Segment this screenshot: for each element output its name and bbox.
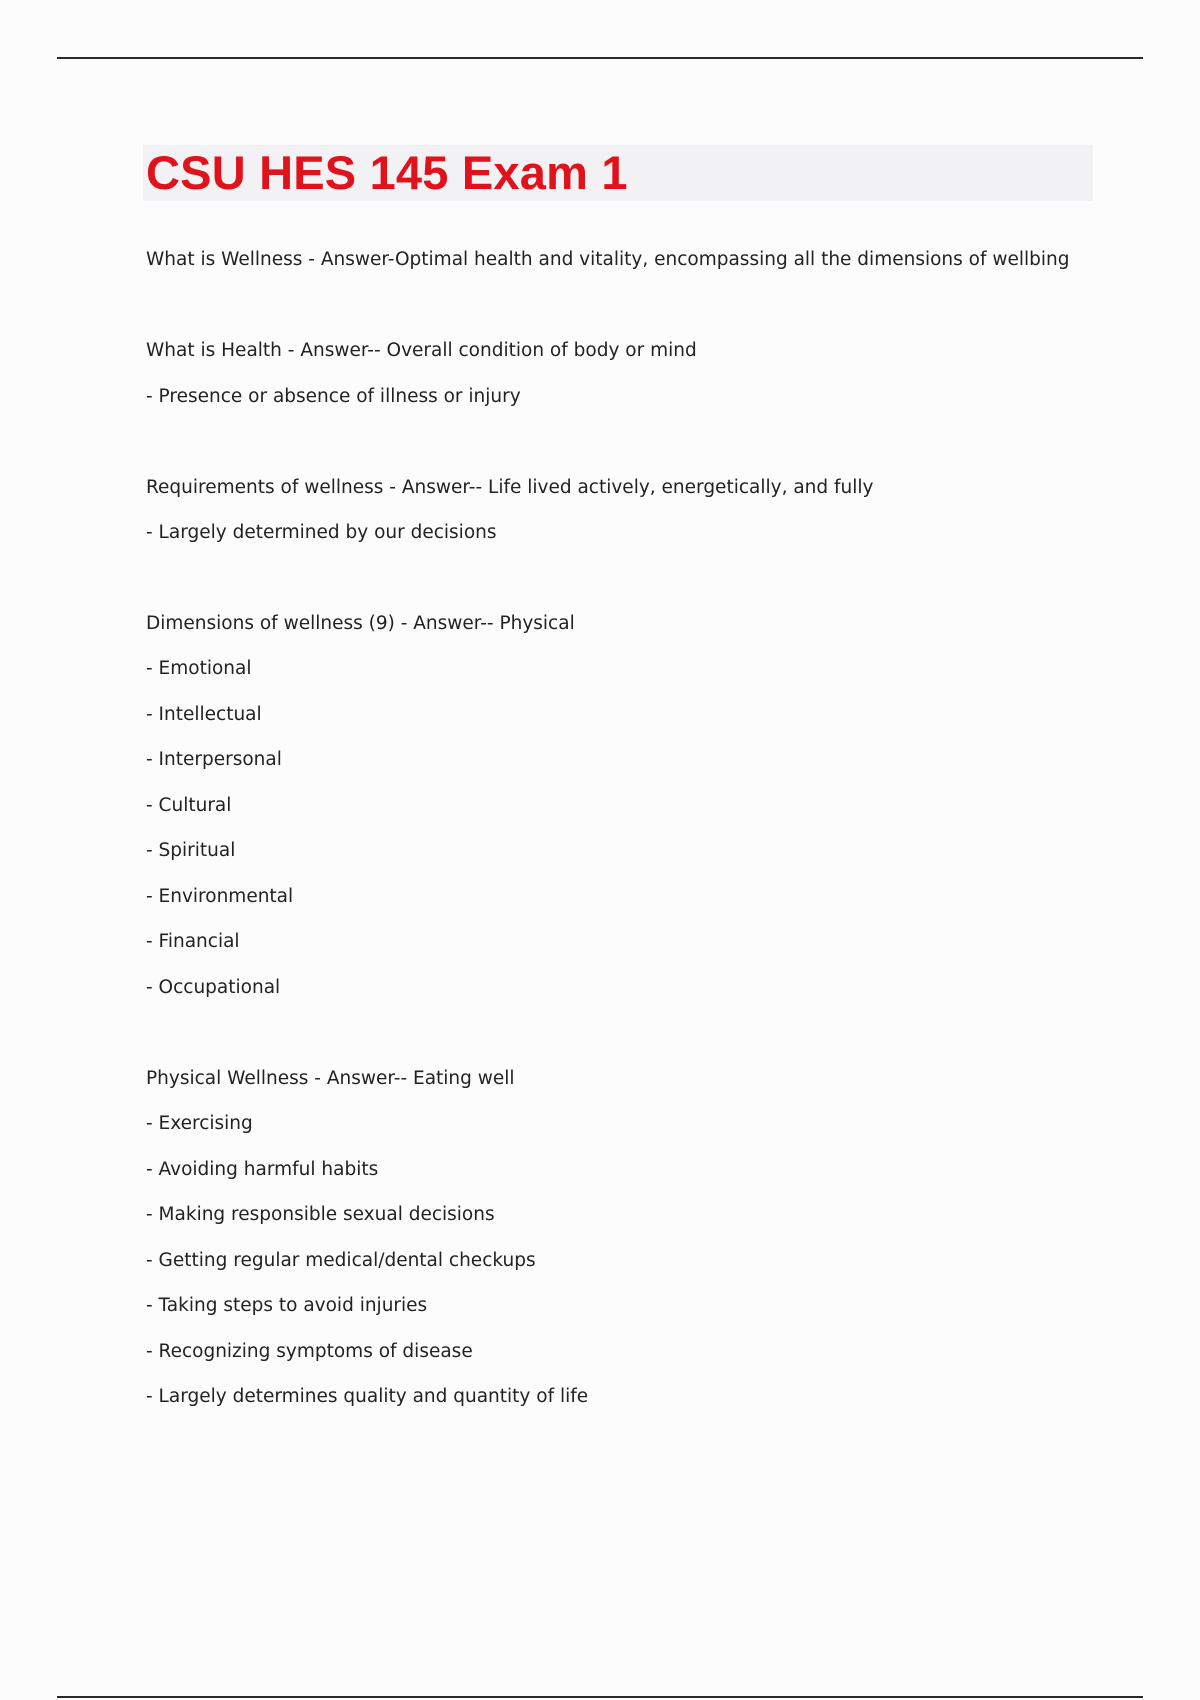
qa-line: What is Wellness - Answer-Optimal health and vitality, encompassing all the dimensions of wellbing [146, 249, 1070, 270]
qa-line: - Intellectual [146, 704, 262, 725]
qa-line: - Environmental [146, 886, 294, 907]
qa-line: - Getting regular medical/dental checkups [146, 1250, 536, 1271]
qa-line: - Recognizing symptoms of disease [146, 1341, 473, 1362]
qa-line: - Avoiding harmful habits [146, 1159, 379, 1180]
qa-line: - Making responsible sexual decisions [146, 1204, 495, 1225]
qa-line: What is Health - Answer-- Overall condition of body or mind [146, 340, 697, 361]
qa-line: - Exercising [146, 1113, 253, 1134]
qa-line: - Largely determined by our decisions [146, 522, 497, 543]
qa-line: - Financial [146, 931, 240, 952]
qa-line: - Interpersonal [146, 749, 282, 770]
header-rule [57, 57, 1143, 59]
footer-rule [57, 1696, 1143, 1698]
qa-line: - Largely determines quality and quantity of life [146, 1386, 589, 1407]
qa-line: - Occupational [146, 977, 281, 998]
qa-line: Dimensions of wellness (9) - Answer-- Physical [146, 613, 575, 634]
qa-line: - Taking steps to avoid injuries [146, 1295, 428, 1316]
qa-line: - Emotional [146, 658, 252, 679]
qa-line: - Cultural [146, 795, 232, 816]
qa-line: - Presence or absence of illness or injury [146, 386, 521, 407]
qa-line: Physical Wellness - Answer-- Eating well [146, 1068, 515, 1089]
qa-line: - Spiritual [146, 840, 236, 861]
qa-line: Requirements of wellness - Answer-- Life lived actively, energetically, and fully [146, 477, 874, 498]
document-title: CSU HES 145 Exam 1 [146, 146, 628, 199]
